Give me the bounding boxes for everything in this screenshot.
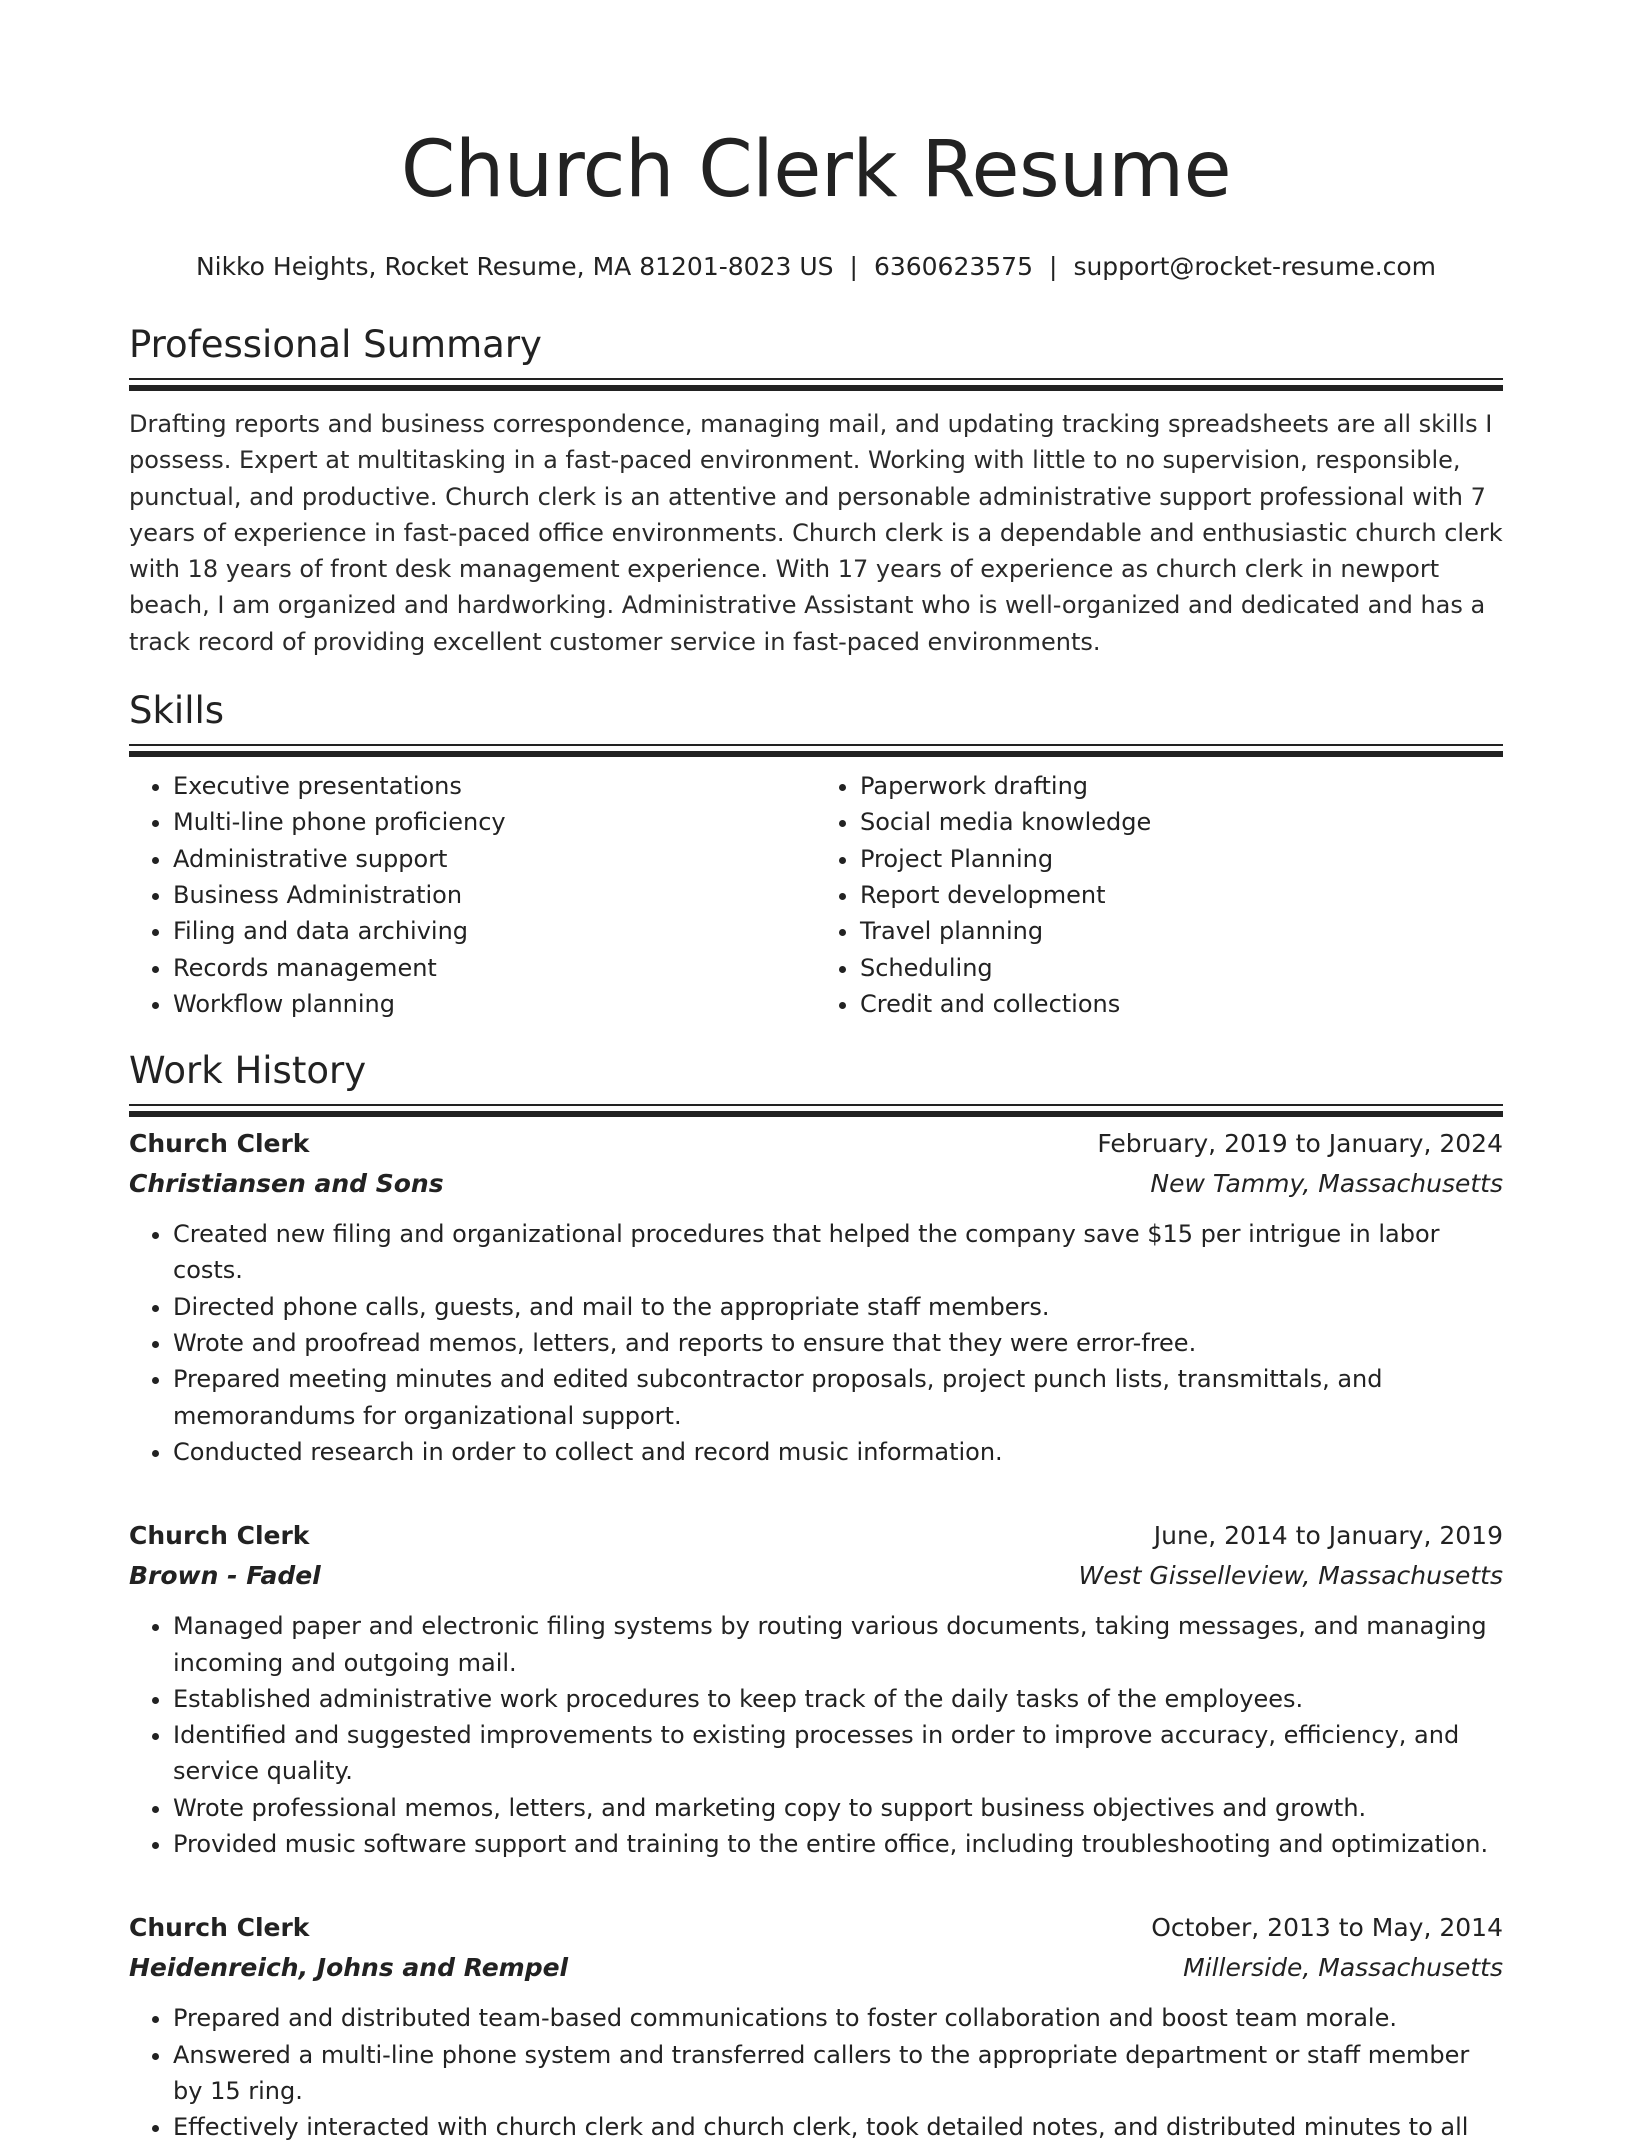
job-bullet-list (129, 1608, 1503, 1862)
job-location: New Tammy, Massachusetts (1150, 1169, 1503, 1199)
section-heading-summary: Professional Summary (129, 323, 542, 366)
skill-item: • Multi-line phone proficiency (173, 804, 816, 840)
section-heading-work-history: Work History (129, 1049, 367, 1093)
contact-separator: | (849, 252, 858, 281)
skill-item: • Records management (173, 950, 816, 986)
job-company: Heidenreich, Johns and Rempel (129, 1953, 569, 1983)
job-header-row (129, 1516, 1503, 1556)
job-bullet-list (129, 1216, 1503, 1470)
skill-item: • Credit and collections (860, 986, 1503, 1022)
job-bullet: • Answered a multi-line phone system and transferred callers to the appropriate department or staff member by 15 ring. (173, 2037, 1503, 2110)
job-bullet-list (129, 2000, 1503, 2145)
contact-phone: 6360623575 (873, 252, 1033, 281)
contact-line (129, 250, 1503, 284)
section-divider (129, 744, 1503, 746)
job-bullet: • Conducted research in order to collect and record music information. (173, 1434, 1503, 1470)
job-company: Christiansen and Sons (129, 1169, 444, 1199)
job-entry (129, 1124, 1503, 1470)
skill-item: • Business Administration (173, 877, 816, 913)
contact-email: support@rocket-resume.com (1073, 252, 1437, 281)
skills-list-left (129, 768, 816, 1022)
job-header-row (129, 1124, 1503, 1164)
job-title: Church Clerk (129, 1129, 310, 1159)
job-bullet: • Established administrative work procedures to keep track of the daily tasks of the employees. (173, 1681, 1503, 1717)
job-title: Church Clerk (129, 1913, 310, 1943)
job-bullet: • Wrote professional memos, letters, and marketing copy to support business objectives and growth. (173, 1790, 1503, 1826)
professional-summary-section (129, 322, 1503, 660)
section-divider (129, 378, 1503, 380)
job-bullet: • Prepared meeting minutes and edited subcontractor proposals, project punch lists, transmittals, and memorandums for organizational support. (173, 1361, 1503, 1434)
job-title: Church Clerk (129, 1521, 310, 1551)
resume-title: Church Clerk Resume (400, 125, 1232, 215)
job-dates: June, 2014 to January, 2019 (1153, 1521, 1503, 1551)
summary-text: Drafting reports and business correspondence, managing mail, and updating tracking spreadsheets are all skills I possess. Expert at multitasking in a fast-paced environment. Working with little to no supervision, responsible, punctual, and productive. Church clerk is an attentive and personable administrative support professional with 7 years of experience in fast-paced office environments. Church clerk is a dependable and enthusiastic church clerk with 18 years of front desk management experience. With 17 years of experience as church clerk in newport beach, I am organized and hardworking. Administrative Assistant who is well-organized and dedicated and has a track record of providing excellent customer service in fast-paced environments. (129, 410, 1503, 656)
job-bullet: • Wrote and proofread memos, letters, and reports to ensure that they were error-free. (173, 1325, 1503, 1361)
job-bullet: • Identified and suggested improvements to existing processes in order to improve accuracy, efficiency, and service quality. (173, 1717, 1503, 1790)
contact-separator: | (1049, 252, 1058, 281)
job-company-row (129, 1164, 1503, 1204)
skill-item: • Paperwork drafting (860, 768, 1503, 804)
skills-list-right (816, 768, 1503, 1022)
job-company: Brown - Fadel (129, 1561, 321, 1591)
skill-item: • Social media knowledge (860, 804, 1503, 840)
work-history-section (129, 1048, 1503, 2145)
skills-section (129, 688, 1503, 1022)
skill-item: • Project Planning (860, 841, 1503, 877)
skill-item: • Scheduling (860, 950, 1503, 986)
job-entry (129, 1908, 1503, 2145)
job-bullet: • Created new filing and organizational procedures that helped the company save $15 per intrigue in labor costs. (173, 1216, 1503, 1289)
job-location: West Gisselleview, Massachusetts (1078, 1561, 1503, 1591)
section-heading-skills: Skills (129, 689, 225, 733)
skill-item: • Filing and data archiving (173, 913, 816, 949)
skill-item: • Report development (860, 877, 1503, 913)
job-location: Millerside, Massachusetts (1183, 1953, 1503, 1983)
job-bullet: • Effectively interacted with church clerk and church clerk, took detailed notes, and distributed minutes to all (173, 2109, 1503, 2145)
job-bullet: • Prepared and distributed team-based communications to foster collaboration and boost team morale. (173, 2000, 1503, 2036)
contact-address: Nikko Heights, Rocket Resume, MA 81201-8023 US (195, 252, 834, 281)
job-bullet: • Managed paper and electronic filing systems by routing various documents, taking messages, and managing incoming and outgoing mail. (173, 1608, 1503, 1681)
section-divider (129, 1104, 1503, 1106)
skill-item: • Travel planning (860, 913, 1503, 949)
job-company-row (129, 1948, 1503, 1988)
job-entry (129, 1516, 1503, 1862)
job-bullet: • Directed phone calls, guests, and mail to the appropriate staff members. (173, 1289, 1503, 1325)
skill-item: • Executive presentations (173, 768, 816, 804)
job-bullet: • Provided music software support and training to the entire office, including troubleshooting and optimization. (173, 1826, 1503, 1862)
job-header-row (129, 1908, 1503, 1948)
job-dates: February, 2019 to January, 2024 (1097, 1129, 1503, 1159)
skill-item: • Administrative support (173, 841, 816, 877)
skill-item: • Workflow planning (173, 986, 816, 1022)
job-company-row (129, 1556, 1503, 1596)
job-dates: October, 2013 to May, 2014 (1151, 1913, 1503, 1943)
skills-grid (129, 768, 1503, 1022)
